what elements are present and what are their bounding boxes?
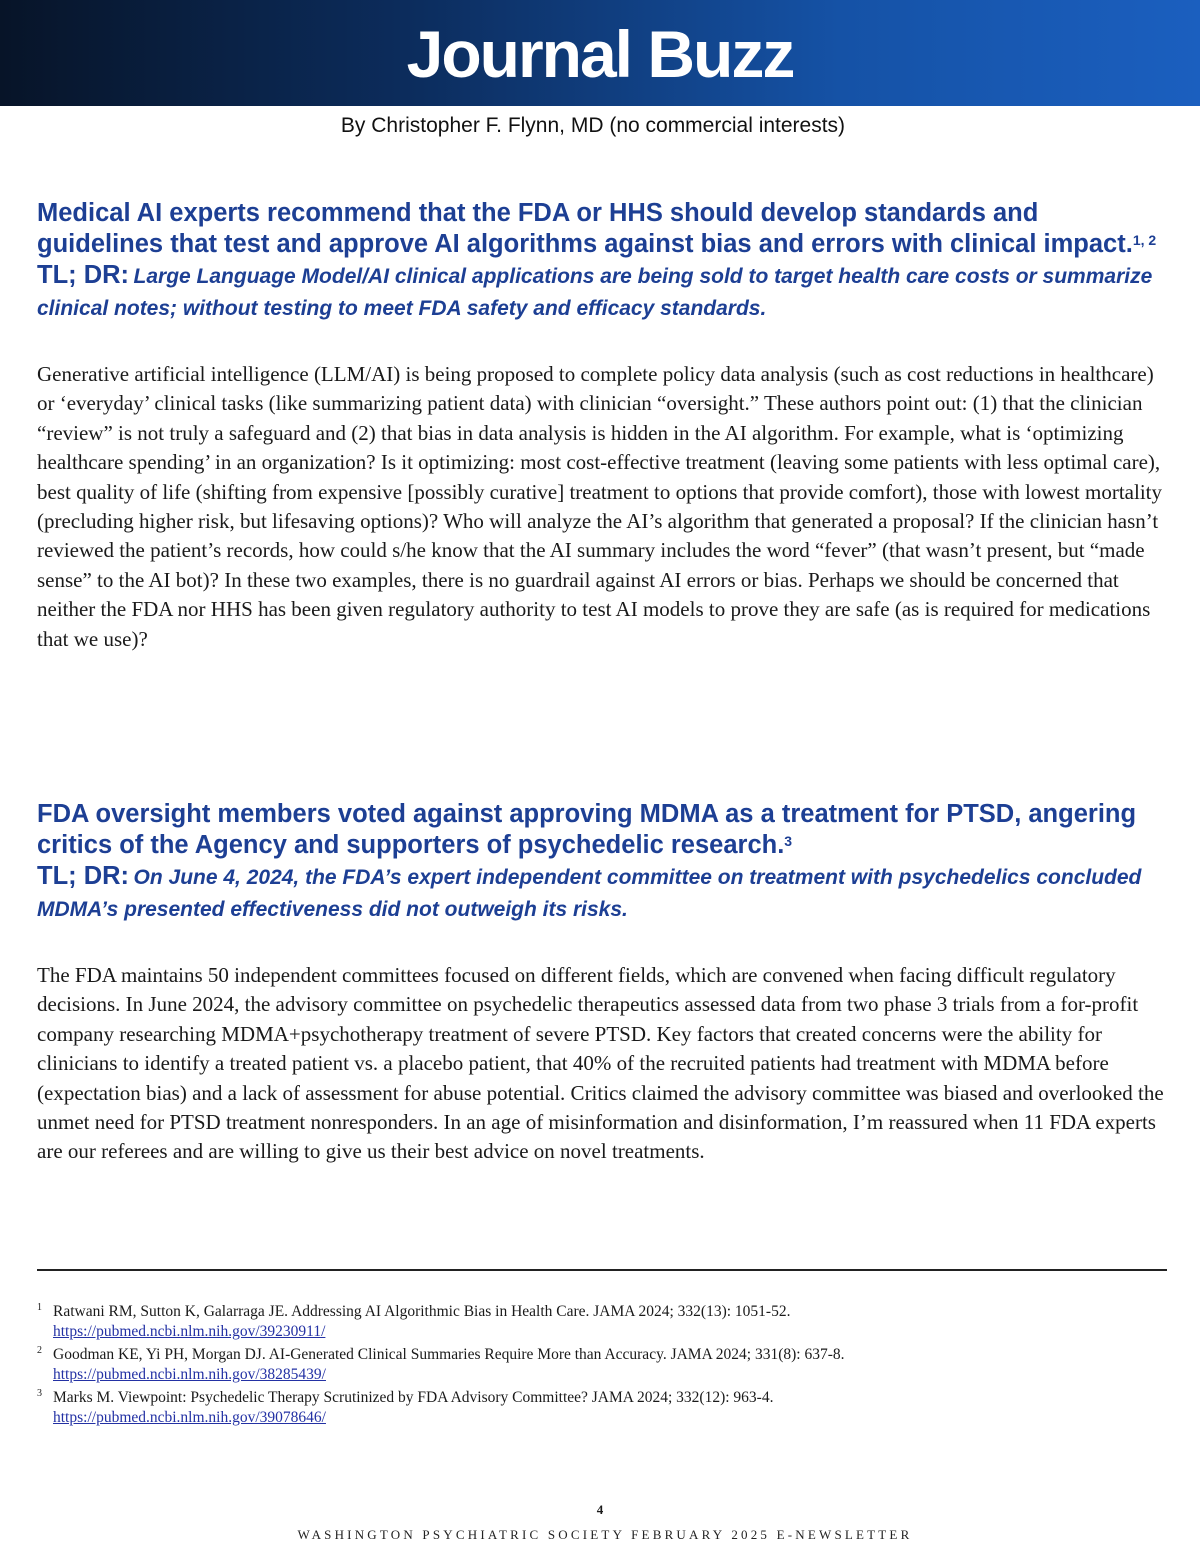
reference-marker: 3 bbox=[784, 833, 793, 849]
footnote-number: 1 bbox=[37, 1302, 42, 1313]
footnote-citation: Goodman KE, Yi PH, Morgan DJ. AI-Generated Clinical Summaries Require More than Accuracy. JAMA 2024; 331(8): 637-8. bbox=[53, 1346, 845, 1363]
tldr-label: TL; DR: bbox=[37, 862, 130, 890]
byline: By Christopher F. Flynn, MD (no commercial interests) bbox=[340, 114, 846, 137]
pubmed-link[interactable]: https://pubmed.ncbi.nlm.nih.gov/38285439/ bbox=[53, 1365, 326, 1383]
footnote-number: 2 bbox=[37, 1345, 42, 1356]
article-headline: Medical AI experts recommend that the FDA or HHS should develop standards and guidelines that test and approve AI algorithms against bias and errors with clinical impact.$^{1, 2}$ bbox=[37, 199, 1157, 258]
footnote-1 bbox=[37, 1302, 1167, 1341]
tldr-text: On June 4, 2024, the FDA’s expert independent committee on treatment with psychedelics concluded MDMA’s presented effectiveness did not outweigh its risks. bbox=[37, 866, 1142, 921]
newsletter-footer: WASHINGTON PSYCHIATRIC SOCIETY FEBRUARY 2025 E-NEWSLETTER bbox=[297, 1527, 913, 1542]
footnote-number: 3 bbox=[37, 1388, 42, 1399]
masthead-title: Journal Buzz bbox=[406, 17, 794, 91]
footnotes bbox=[37, 1302, 1167, 1431]
article-mdma-ptsd bbox=[37, 799, 1167, 1167]
article-body: Generative artificial intelligence (LLM/AI) is being proposed to complete policy data analysis (such as cost reductions in healthcare) or ‘everyday’ clinical tasks (like summarizing patient data) with clinician “oversight.” These authors point out: (1) that the clinician “review” is not truly a safeguard and (2) that bias in data analysis is hidden in the AI algorithm. For example, what is ‘optimizing healthcare spending’ in an organization? Is it optimizing: most cost-effective treatment (leaving some patients with less optimal care), best quality of life (shifting from expensive [possibly curative] treatment to options that provide comfort), those with lowest mortality (precluding higher risk, but lifesaving options)? Who will analyze the AI’s algorithm that generated a proposal? If the clinician hasn’t reviewed the patient’s records, how could s/he know that the AI summary includes the word “fever” (that wasn’t present, but “made sense” to the AI bot)? In these two examples, there is no guardrail against AI errors or bias. Perhaps we should be concerned that neither the FDA nor HHS has been given regulatory authority to test AI models to prove they are safe (as is required for medications that we use)? bbox=[37, 362, 1163, 651]
footnote-3 bbox=[37, 1388, 1167, 1427]
footnote-2 bbox=[37, 1345, 1167, 1384]
footnote-citation: Ratwani RM, Sutton K, Galarraga JE. Addressing AI Algorithmic Bias in Health Care. JAMA 2024; 332(13): 1051-52. bbox=[53, 1303, 791, 1320]
pubmed-link[interactable]: https://pubmed.ncbi.nlm.nih.gov/39078646/ bbox=[53, 1408, 326, 1426]
article-headline: FDA oversight members voted against approving MDMA as a treatment for PTSD, angering critics of the Agency and supporters of psychedelic research.$^3$ bbox=[37, 800, 1137, 859]
tldr-summary bbox=[37, 260, 1167, 326]
footnote-citation: Marks M. Viewpoint: Psychedelic Therapy Scrutinized by FDA Advisory Committee? JAMA 2024; 332(12): 963-4. bbox=[53, 1389, 774, 1406]
tldr-text: Large Language Model/AI clinical applications are being sold to target health care costs or summarize clinical notes; without testing to meet FDA safety and efficacy standards. bbox=[37, 265, 1153, 320]
article-body: The FDA maintains 50 independent committees focused on different fields, which are convened when facing difficult regulatory decisions. In June 2024, the advisory committee on psychedelic therapeutics assessed data from two phase 3 trials from a for-profit company researching MDMA+psychotherapy treatment of severe PTSD. Key factors that created concerns were the ability for clinicians to identify a treated patient vs. a placebo patient, that 40% of the recruited patients had treatment with MDMA before (expectation bias) and a lack of assessment for abuse potential. Critics claimed the advisory committee was biased and overlooked the unmet need for PTSD treatment nonresponders. In an age of misinformation and disinformation, I’m reassured when 11 FDA experts are our referees and are willing to give us their best advice on novel treatments. bbox=[37, 963, 1164, 1164]
footnote-divider bbox=[37, 1269, 1167, 1271]
header-banner bbox=[0, 0, 1200, 106]
article-ai-standards bbox=[37, 198, 1167, 654]
page-number: 4 bbox=[596, 1502, 604, 1517]
tldr-summary bbox=[37, 861, 1167, 927]
pubmed-link[interactable]: https://pubmed.ncbi.nlm.nih.gov/39230911/ bbox=[53, 1322, 326, 1340]
tldr-label: TL; DR: bbox=[37, 261, 130, 289]
reference-marker: 1, 2 bbox=[1132, 232, 1157, 248]
